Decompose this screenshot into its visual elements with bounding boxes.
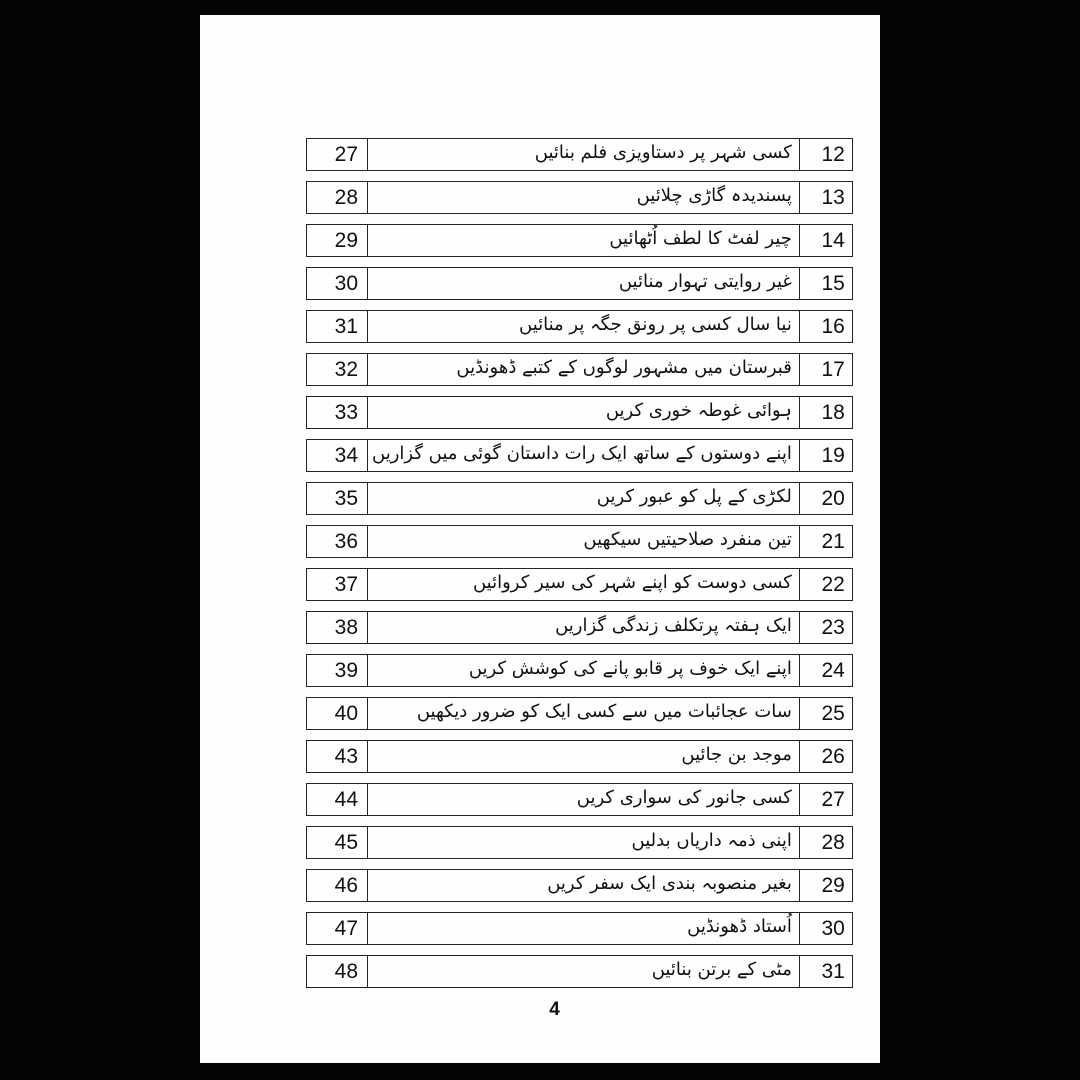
serial-number-cell: 21: [800, 525, 853, 558]
serial-number-cell: 25: [800, 697, 853, 730]
table-row: [306, 353, 853, 386]
title-cell: قبرستان میں مشہور لوگوں کے کتبے ڈھونڈیں: [368, 353, 800, 386]
document-page: [200, 15, 880, 1063]
table-row: [306, 439, 853, 472]
serial-number-cell: 30: [800, 912, 853, 945]
page-number-cell: 47: [306, 912, 368, 945]
page-number-cell: 40: [306, 697, 368, 730]
title-cell: تین منفرد صلاحیتیں سیکھیں: [368, 525, 800, 558]
page-number-cell: 28: [306, 181, 368, 214]
table-row: [306, 654, 853, 687]
title-cell: کسی شہر پر دستاویزی فلم بنائیں: [368, 138, 800, 171]
serial-number-cell: 23: [800, 611, 853, 644]
title-cell: ہوائی غوطہ خوری کریں: [368, 396, 800, 429]
table-row: [306, 224, 853, 257]
title-cell: لکڑی کے پل کو عبور کریں: [368, 482, 800, 515]
table-row: [306, 912, 853, 945]
serial-number-cell: 13: [800, 181, 853, 214]
page-number-cell: 44: [306, 783, 368, 816]
title-cell: بغیر منصوبہ بندی ایک سفر کریں: [368, 869, 800, 902]
toc-table-body: [306, 138, 853, 988]
title-cell: کسی دوست کو اپنے شہر کی سیر کروائیں: [368, 568, 800, 601]
serial-number-cell: 27: [800, 783, 853, 816]
table-row: [306, 482, 853, 515]
table-row: [306, 955, 853, 988]
page-number-cell: 29: [306, 224, 368, 257]
table-row: [306, 783, 853, 816]
title-cell: سات عجائبات میں سے کسی ایک کو ضرور دیکھیں: [368, 697, 800, 730]
page-number-cell: 36: [306, 525, 368, 558]
serial-number-cell: 14: [800, 224, 853, 257]
title-cell: نیا سال کسی پر رونق جگہ پر منائیں: [368, 310, 800, 343]
page-footer-number: 4: [549, 999, 560, 1020]
serial-number-cell: 29: [800, 869, 853, 902]
title-cell: مٹی کے برتن بنائیں: [368, 955, 800, 988]
page-number-cell: 39: [306, 654, 368, 687]
page-number-cell: 30: [306, 267, 368, 300]
table-row: [306, 826, 853, 859]
serial-number-cell: 28: [800, 826, 853, 859]
page-number-cell: 38: [306, 611, 368, 644]
serial-number-cell: 31: [800, 955, 853, 988]
toc-table: [306, 128, 853, 998]
table-row: [306, 396, 853, 429]
table-row: [306, 697, 853, 730]
serial-number-cell: 26: [800, 740, 853, 773]
page-number-cell: 34: [306, 439, 368, 472]
table-row: [306, 310, 853, 343]
serial-number-cell: 12: [800, 138, 853, 171]
title-cell: اپنے دوستوں کے ساتھ ایک رات داستان گوئی میں گزاریں: [368, 439, 800, 472]
title-cell: پسندیدہ گاڑی چلائیں: [368, 181, 800, 214]
page-number-cell: 45: [306, 826, 368, 859]
table-row: [306, 740, 853, 773]
serial-number-cell: 15: [800, 267, 853, 300]
title-cell: چیر لفٹ کا لطف اُٹھائیں: [368, 224, 800, 257]
serial-number-cell: 17: [800, 353, 853, 386]
title-cell: اُستاد ڈھونڈیں: [368, 912, 800, 945]
title-cell: ایک ہفتہ پرتکلف زندگی گزاریں: [368, 611, 800, 644]
page-number-cell: 33: [306, 396, 368, 429]
serial-number-cell: 19: [800, 439, 853, 472]
title-cell: اپنے ایک خوف پر قابو پانے کی کوشش کریں: [368, 654, 800, 687]
table-row: [306, 138, 853, 171]
page-number-cell: 37: [306, 568, 368, 601]
page-number-cell: 35: [306, 482, 368, 515]
serial-number-cell: 18: [800, 396, 853, 429]
title-cell: کسی جانور کی سواری کریں: [368, 783, 800, 816]
table-row: [306, 181, 853, 214]
table-row: [306, 869, 853, 902]
serial-number-cell: 20: [800, 482, 853, 515]
title-cell: غیر روایتی تہوار منائیں: [368, 267, 800, 300]
table-row: [306, 267, 853, 300]
page-number-cell: 31: [306, 310, 368, 343]
page-number-cell: 43: [306, 740, 368, 773]
page-number-cell: 46: [306, 869, 368, 902]
table-row: [306, 611, 853, 644]
table-row: [306, 568, 853, 601]
page-number-cell: 32: [306, 353, 368, 386]
title-cell: موجد بن جائیں: [368, 740, 800, 773]
page-number-cell: 48: [306, 955, 368, 988]
serial-number-cell: 22: [800, 568, 853, 601]
serial-number-cell: 24: [800, 654, 853, 687]
serial-number-cell: 16: [800, 310, 853, 343]
table-row: [306, 525, 853, 558]
page-number-cell: 27: [306, 138, 368, 171]
title-cell: اپنی ذمہ داریاں بدلیں: [368, 826, 800, 859]
